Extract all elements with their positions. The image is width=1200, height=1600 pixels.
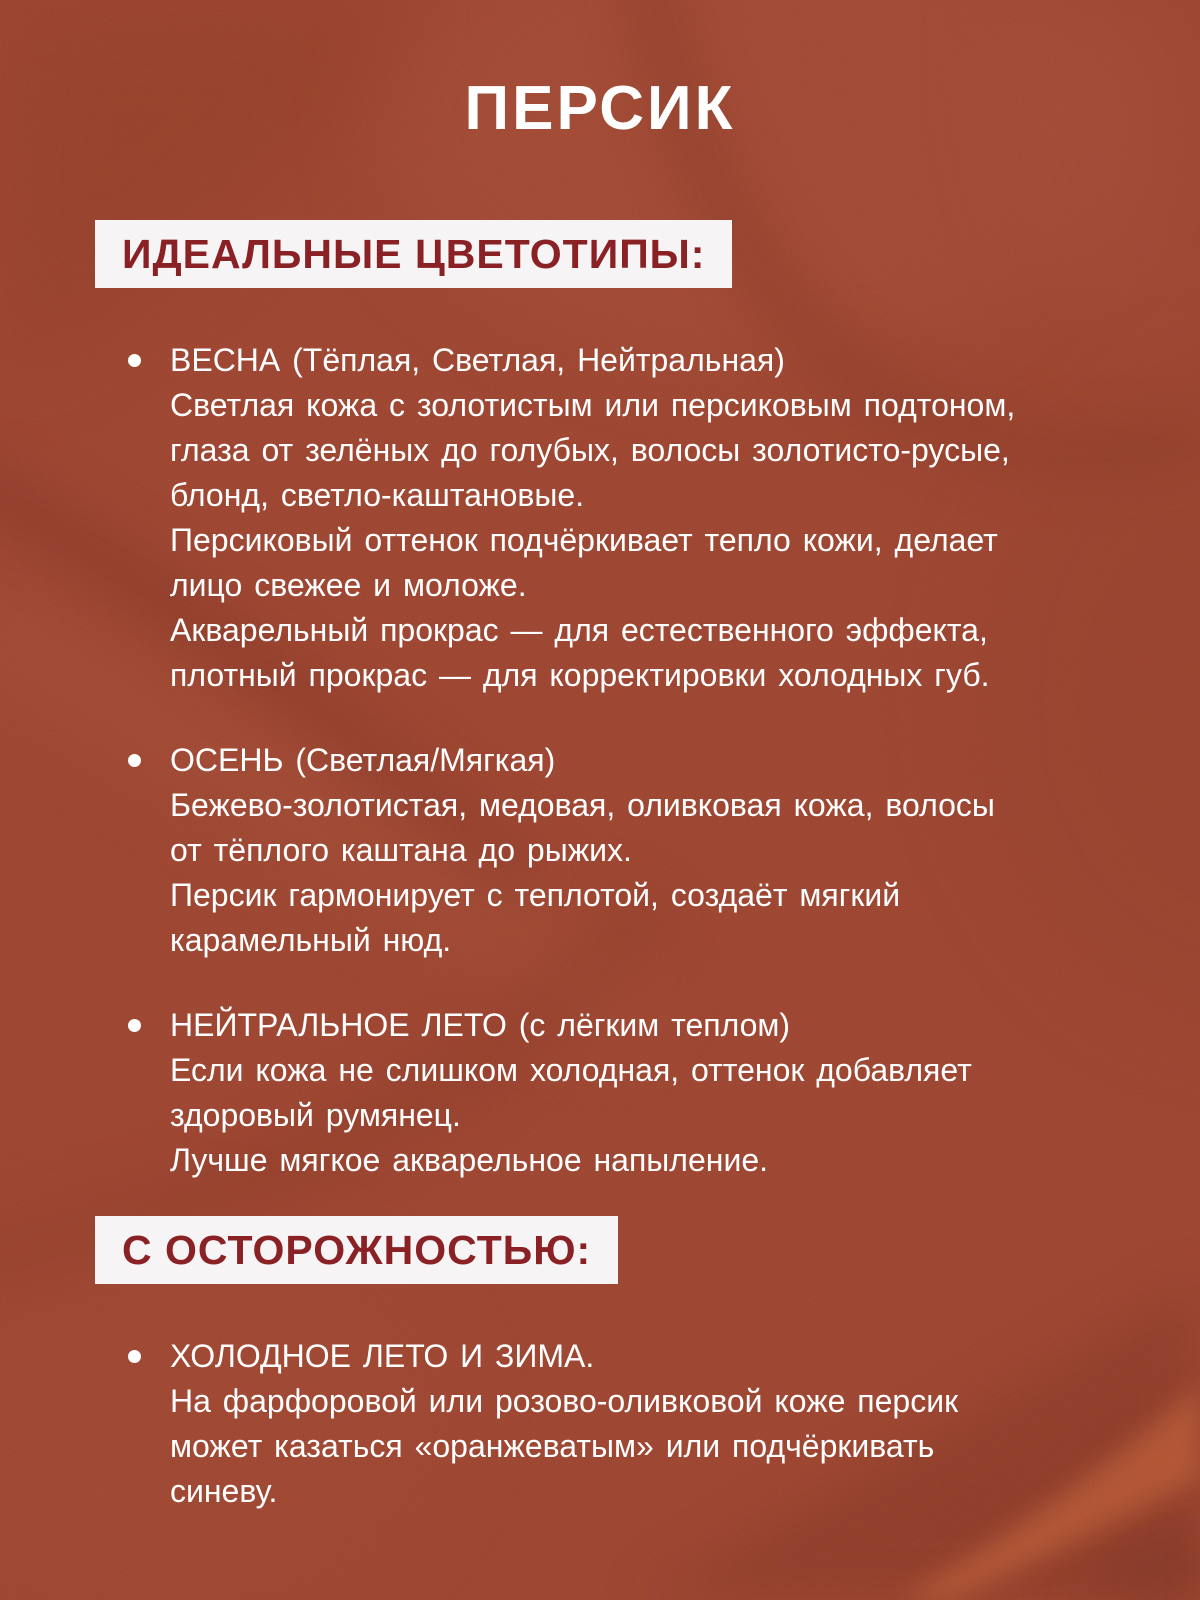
text-line: Бежево-золотистая, медовая, оливковая кожа, волосы <box>170 787 995 823</box>
item-heading: ХОЛОДНОЕ ЛЕТО И ЗИМА. <box>170 1338 595 1374</box>
bullet-dot <box>128 1019 141 1032</box>
section-label-ideal-color-types <box>95 220 732 288</box>
text-line: Если кожа не слишком холодная, оттенок добавляет <box>170 1052 972 1088</box>
section-label-caution <box>95 1216 618 1284</box>
section-label-text: ИДЕАЛЬНЫЕ ЦВЕТОТИПЫ: <box>122 231 706 277</box>
text-line: глаза от зелёных до голубых, волосы золотисто-русые, <box>170 432 1010 468</box>
text-line: Лучше мягкое акварельное напыление. <box>170 1142 768 1178</box>
caution-list <box>95 1334 1105 1514</box>
section-label-text: С ОСТОРОЖНОСТЬЮ: <box>122 1227 592 1273</box>
text-line: от тёплого каштана до рыжих. <box>170 832 632 868</box>
list-item-autumn <box>95 738 1105 963</box>
page-title: ПЕРСИК <box>464 74 736 143</box>
text-line: карамельный нюд. <box>170 922 452 958</box>
list-item-neutral-summer <box>95 1003 1105 1183</box>
item-heading: ОСЕНЬ (Светлая/Мягкая) <box>170 742 556 778</box>
item-heading: ВЕСНА (Тёплая, Светлая, Нейтральная) <box>170 342 785 378</box>
bullet-dot <box>128 1350 141 1363</box>
text-line: блонд, светло-каштановые. <box>170 477 585 513</box>
list-item-spring <box>95 338 1105 698</box>
text-line: лицо свежее и моложе. <box>170 567 527 603</box>
item-heading: НЕЙТРАЛЬНОЕ ЛЕТО (с лёгким теплом) <box>170 1007 791 1043</box>
text-line: Персиковый оттенок подчёркивает тепло кожи, делает <box>170 522 998 558</box>
section-ideal-color-types <box>95 142 1105 1183</box>
text-line: Акварельный прокрас — для естественного эффекта, <box>170 612 988 648</box>
text-line: Персик гармонирует с теплотой, создаёт мягкий <box>170 877 901 913</box>
text-line: плотный прокрас — для корректировки холодных губ. <box>170 657 990 693</box>
text-line: здоровый румянец. <box>170 1097 461 1133</box>
bullet-dot <box>128 754 141 767</box>
list-item-cold-summer-winter <box>95 1334 1105 1514</box>
text-line: может казаться «оранжеватым» или подчёркивать <box>170 1428 935 1464</box>
section-caution <box>95 1183 1105 1514</box>
text-line: синеву. <box>170 1473 278 1509</box>
text-line: Светлая кожа с золотистым или персиковым подтоном, <box>170 387 1016 423</box>
text-line: На фарфоровой или розово-оливковой коже персик <box>170 1383 959 1419</box>
bullet-dot <box>128 354 141 367</box>
ideal-color-types-list <box>95 338 1105 1183</box>
